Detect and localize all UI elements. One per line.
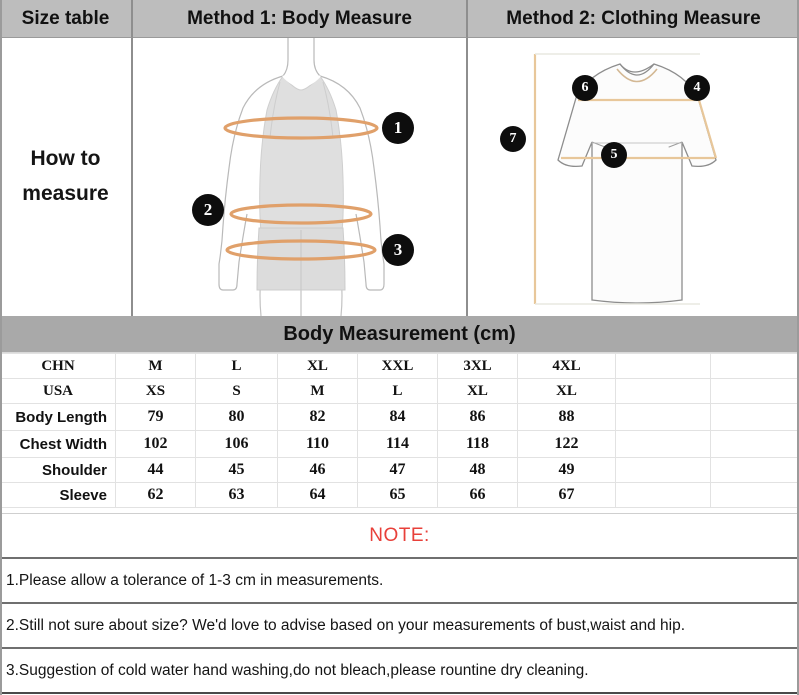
cell-shoulder-blank-2: [711, 458, 799, 483]
body-measurement-title: Body Measurement (cm): [0, 316, 799, 353]
cell-chest-width-4: 118: [438, 431, 518, 458]
marker-4-sleeve: 4: [684, 75, 710, 101]
cell-body-length-1: 80: [196, 404, 278, 431]
cell-body-length-4: 86: [438, 404, 518, 431]
cell-chest-width-blank-2: [711, 431, 799, 458]
cell-body-length-blank-1: [616, 404, 711, 431]
cell-shoulder-5: 49: [518, 458, 616, 483]
note-item-2: 2.Still not sure about size? We'd love to advise based on your measurements of bust,waist and hip.: [0, 604, 799, 649]
table-row-shoulder: [1, 458, 799, 483]
notes-section: [0, 513, 799, 695]
cell-shoulder-2: 46: [278, 458, 358, 483]
cell-shoulder-1: 45: [196, 458, 278, 483]
cell-chest-width-3: 114: [358, 431, 438, 458]
table-row-chn: [1, 354, 799, 379]
table-row-usa: [1, 379, 799, 404]
table-row-sleeve: [1, 483, 799, 508]
female-body-diagram: [133, 38, 468, 316]
marker-3-hip: 3: [382, 234, 414, 266]
size-measurement-table: [0, 353, 799, 508]
marker-7-body-length: 7: [500, 126, 526, 152]
cell-chest-width-1: 106: [196, 431, 278, 458]
cell-chn-2: XL: [278, 354, 358, 379]
cell-chn-3: XXL: [358, 354, 438, 379]
marker-6-shoulder: 6: [572, 75, 598, 101]
table-row-body-length: [1, 404, 799, 431]
header-method-2: Method 2: Clothing Measure: [468, 0, 799, 38]
cell-sleeve-5: 67: [518, 483, 616, 508]
illustration-band: [0, 38, 799, 316]
cell-usa-5: XL: [518, 379, 616, 404]
row-label-sleeve: Sleeve: [1, 483, 116, 508]
cell-chn-1: L: [196, 354, 278, 379]
cell-chest-width-2: 110: [278, 431, 358, 458]
marker-5-chest-width: 5: [601, 142, 627, 168]
header-size-table: Size table: [0, 0, 133, 38]
cell-sleeve-0: 62: [116, 483, 196, 508]
cell-chn-blank-1: [616, 354, 711, 379]
row-label-body-length: Body Length: [1, 404, 116, 431]
cell-shoulder-3: 47: [358, 458, 438, 483]
cell-usa-0: XS: [116, 379, 196, 404]
cell-chn-blank-2: [711, 354, 799, 379]
header-method-1: Method 1: Body Measure: [133, 0, 468, 38]
row-label-chest-width: Chest Width: [1, 431, 116, 458]
row-label-usa: USA: [1, 379, 116, 404]
tshirt-diagram: [468, 38, 799, 316]
cell-sleeve-blank-2: [711, 483, 799, 508]
cell-shoulder-4: 48: [438, 458, 518, 483]
cell-body-length-0: 79: [116, 404, 196, 431]
note-heading: NOTE:: [369, 524, 430, 546]
clothing-measure-illustration: [468, 38, 799, 316]
cell-usa-3: L: [358, 379, 438, 404]
row-label-chn: CHN: [1, 354, 116, 379]
cell-chest-width-0: 102: [116, 431, 196, 458]
note-item-1: 1.Please allow a tolerance of 1-3 cm in measurements.: [0, 559, 799, 604]
cell-sleeve-4: 66: [438, 483, 518, 508]
how-to-line-2: measure: [22, 182, 109, 205]
cell-chn-4: 3XL: [438, 354, 518, 379]
cell-sleeve-blank-1: [616, 483, 711, 508]
cell-sleeve-3: 65: [358, 483, 438, 508]
cell-body-length-3: 84: [358, 404, 438, 431]
cell-chn-0: M: [116, 354, 196, 379]
cell-body-length-blank-2: [711, 404, 799, 431]
table-row-chest-width: [1, 431, 799, 458]
cell-chn-5: 4XL: [518, 354, 616, 379]
cell-usa-2: M: [278, 379, 358, 404]
cell-shoulder-0: 44: [116, 458, 196, 483]
cell-chest-width-5: 122: [518, 431, 616, 458]
how-to-measure-label: [22, 142, 108, 211]
marker-1-bust: 1: [382, 112, 414, 144]
chart-header-band: [0, 0, 799, 38]
cell-sleeve-2: 64: [278, 483, 358, 508]
cell-usa-4: XL: [438, 379, 518, 404]
body-measure-illustration: [133, 38, 468, 316]
note-item-3: 3.Suggestion of cold water hand washing,do not bleach,please rountine dry cleaning.: [0, 649, 799, 694]
cell-body-length-5: 88: [518, 404, 616, 431]
cell-shoulder-blank-1: [616, 458, 711, 483]
marker-2-waist: 2: [192, 194, 224, 226]
cell-usa-1: S: [196, 379, 278, 404]
page-frame-left: [0, 0, 2, 695]
cell-sleeve-1: 63: [196, 483, 278, 508]
how-to-measure-cell: [0, 38, 133, 316]
row-label-shoulder: Shoulder: [1, 458, 116, 483]
how-to-line-1: How to: [30, 147, 101, 171]
cell-body-length-2: 82: [278, 404, 358, 431]
cell-usa-blank-1: [616, 379, 711, 404]
cell-usa-blank-2: [711, 379, 799, 404]
note-heading-row: [0, 514, 799, 559]
cell-chest-width-blank-1: [616, 431, 711, 458]
